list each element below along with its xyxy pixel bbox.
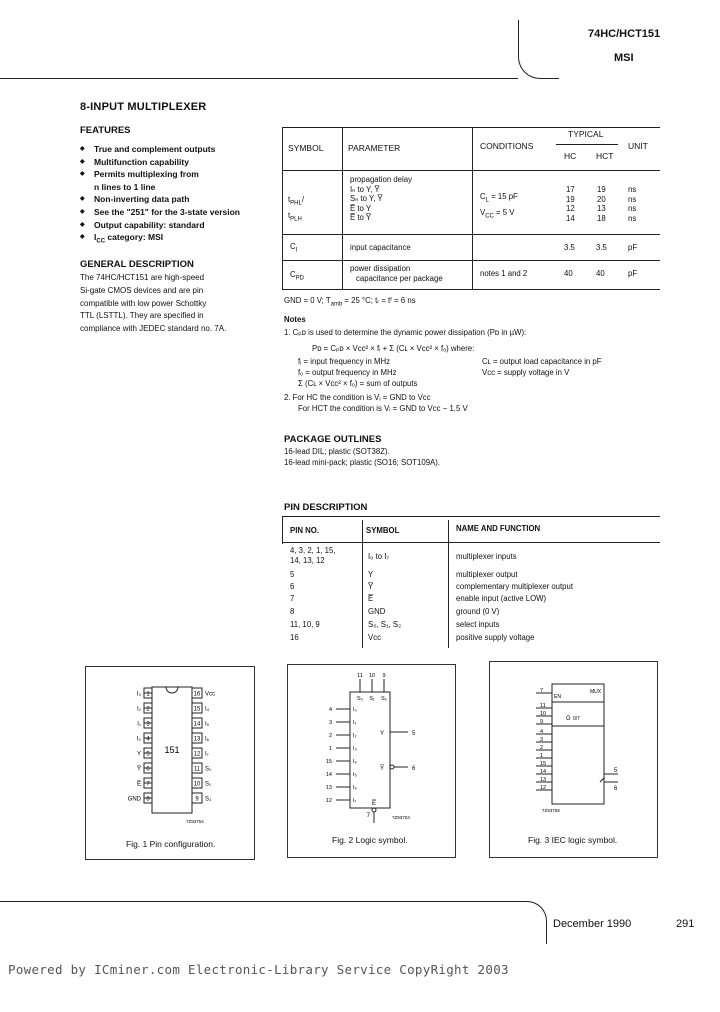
pin-row: 16 bbox=[290, 633, 299, 642]
pin-number: 10 bbox=[193, 781, 201, 788]
fig1-code: 7Z93754 bbox=[186, 819, 204, 824]
output-y-label: Y bbox=[379, 731, 384, 737]
gnd-conditions: GND = 0 V; $T_{amb} = 25$ °C; tᵣ = tᶠ = 6 ns bbox=[284, 296, 416, 308]
general-heading: GENERAL DESCRIPTION bbox=[80, 259, 194, 270]
pin-row: 11, 10, 9 bbox=[290, 620, 320, 629]
header-curve bbox=[518, 20, 559, 79]
family-label: MSI bbox=[614, 52, 634, 64]
fig3-caption: Fig. 3 IEC logic symbol. bbox=[528, 835, 618, 845]
fig3-panel bbox=[489, 661, 658, 858]
row-tp-conditions: $C_L = 15$ pF $V_{CC} = 5$ V bbox=[480, 192, 518, 220]
iec-left-pins bbox=[536, 688, 552, 791]
pin-label: I₃ bbox=[136, 691, 141, 698]
iec-input-pin: 4 bbox=[540, 729, 544, 735]
col-symbol: SYMBOL bbox=[288, 143, 324, 153]
pin-label: I₁ bbox=[137, 721, 141, 728]
col-parameter: PARAMETER bbox=[348, 143, 401, 153]
pin-label: Y̅ bbox=[136, 766, 141, 773]
pin-number: 14 bbox=[193, 721, 201, 728]
general-description: The 74HC/HCT151 are high-speed Si-gate CMOS devices and are pin compatible with low power Schottky TTL (LSTTL). They are specified in compliance with JEDEC standard no. 7A. bbox=[80, 273, 227, 334]
feature-item: ◆ See the "251" for the 3-state version bbox=[80, 206, 240, 219]
features-list bbox=[80, 143, 240, 248]
note-1-formula: Pᴅ = Cₚᴅ × Vᴄᴄ² × fᵢ + Σ (Cʟ × Vᴄᴄ² × fₒ) where: bbox=[312, 344, 475, 353]
header-rule bbox=[0, 78, 518, 79]
input-label: I₀ bbox=[353, 707, 357, 713]
input-pin: 2 bbox=[328, 733, 332, 739]
row-tp-hc: 17 19 12 14 bbox=[566, 185, 575, 223]
row-ci-unit: pF bbox=[628, 243, 638, 252]
package-outlines: 16-lead DIL; plastic (SOT38Z). 16-lead mini-pack; plastic (SO16; SOT109A). bbox=[284, 447, 441, 468]
row-tp-hct: 19 20 13 18 bbox=[597, 185, 606, 223]
col-hc: HC bbox=[564, 151, 577, 161]
logic-symbol-diagram bbox=[288, 665, 455, 857]
powered-by-banner: Powered by ICminer.com Electronic-Library Service CopyRight 2003 bbox=[8, 962, 509, 977]
page-number: 291 bbox=[676, 918, 695, 930]
pin-label: Y bbox=[136, 751, 141, 758]
pin-row: 7 bbox=[290, 594, 295, 603]
pin-number: 9 bbox=[195, 796, 199, 803]
enable-label: E̅ bbox=[371, 801, 377, 807]
fig3-code: 7Z93758 bbox=[542, 808, 560, 813]
row-ci-hc: 3.5 bbox=[564, 243, 575, 252]
g-fraction: 0/7 bbox=[573, 716, 580, 722]
mux-title: MUX bbox=[590, 689, 602, 695]
fig2-caption: Fig. 2 Logic symbol. bbox=[332, 835, 408, 845]
pin-label: I₆ bbox=[205, 736, 210, 743]
col-conditions: CONDITIONS bbox=[480, 141, 534, 151]
input-label: I₅ bbox=[353, 772, 357, 778]
select-label: S₁ bbox=[369, 696, 375, 702]
pin-number: 7 bbox=[146, 781, 150, 788]
pin-label: S₀ bbox=[205, 766, 212, 773]
note-1-terms: fᵢ = input frequency in MHz fₒ = output frequency in MHz Σ (Cʟ × Vᴄᴄ² × fₒ) = sum of outputs bbox=[298, 357, 418, 388]
row-tp-symbol: $t_{PHL}/$ $t_{PLH}$ bbox=[288, 195, 305, 223]
note-2: 2. For HC the condition is Vᵢ = GND to Vᴄᴄ For HCT the condition is Vᵢ = GND to Vᴄᴄ − 1.5 V bbox=[284, 393, 468, 413]
feature-item: ◆ Non-inverting data path bbox=[80, 193, 240, 206]
pin-number: 3 bbox=[146, 721, 150, 728]
input-pin: 15 bbox=[325, 759, 332, 765]
pin-number: 15 bbox=[193, 706, 201, 713]
pin-number: 1 bbox=[146, 691, 150, 698]
notes-heading: Notes bbox=[284, 315, 306, 324]
iec-input-pin: 7 bbox=[540, 688, 544, 694]
select-pin: 11 bbox=[357, 673, 363, 679]
input-label: I₆ bbox=[353, 785, 357, 791]
row-cpd-symbol: $C_{PD}$ bbox=[290, 270, 304, 282]
output-ybar-label: Y̅ bbox=[379, 766, 384, 772]
right-pins bbox=[192, 688, 215, 803]
input-pin: 4 bbox=[328, 707, 332, 713]
part-number: 74HC/HCT151 bbox=[588, 28, 661, 40]
pin-label: I₅ bbox=[205, 721, 210, 728]
input-label: I₁ bbox=[353, 720, 357, 726]
footer-rule bbox=[0, 901, 516, 902]
feature-item: ◆ $I_{CC}$ category: MSI bbox=[80, 231, 240, 248]
input-pin: 3 bbox=[328, 720, 332, 726]
pin-number: 5 bbox=[146, 751, 150, 758]
iec-input-pin: 3 bbox=[540, 737, 544, 743]
note-1: 1. Cₚᴅ is used to determine the dynamic power dissipation (Pᴅ in µW): bbox=[284, 328, 527, 337]
iec-out-pin-6: 6 bbox=[614, 786, 618, 792]
iec-out-pin-5: 5 bbox=[614, 768, 618, 774]
output-y-pin: 5 bbox=[412, 731, 416, 737]
row-ci-hct: 3.5 bbox=[596, 243, 607, 252]
iec-input-pin: 13 bbox=[540, 777, 547, 783]
g-label: G bbox=[566, 716, 571, 722]
pin-label: I₂ bbox=[137, 706, 141, 713]
iec-input-pin: 15 bbox=[540, 761, 547, 767]
pin-label: I₄ bbox=[205, 706, 210, 713]
pin-label: Vᴄᴄ bbox=[205, 691, 216, 698]
select-pin: 10 bbox=[368, 673, 376, 679]
input-label: I₇ bbox=[353, 798, 357, 804]
iec-input-pin: 9 bbox=[540, 719, 544, 725]
row-tp-unit: ns ns ns ns bbox=[628, 185, 637, 223]
pin-number: 11 bbox=[193, 766, 201, 773]
package-heading: PACKAGE OUTLINES bbox=[284, 434, 382, 445]
input-label: I₃ bbox=[353, 746, 357, 752]
input-label: I₄ bbox=[353, 759, 357, 765]
pin-description-heading: PIN DESCRIPTION bbox=[284, 502, 368, 513]
feature-item: ◆ Output capability: standard bbox=[80, 219, 240, 232]
iec-input-pin: 11 bbox=[540, 703, 546, 709]
chip-label: 151 bbox=[164, 745, 180, 755]
pin-number: 4 bbox=[146, 736, 150, 743]
fig2-panel bbox=[287, 664, 456, 858]
row-cpd-unit: pF bbox=[628, 269, 638, 278]
row-cpd-parameter: power dissipation capacitance per package bbox=[350, 264, 443, 283]
feature-item-continued: n lines to 1 line bbox=[94, 181, 156, 192]
pin-number: 2 bbox=[146, 706, 150, 713]
iec-input-pin: 2 bbox=[540, 745, 544, 751]
pin-label: S₁ bbox=[205, 781, 212, 788]
feature-item: ◆ Permits multiplexing from bbox=[80, 168, 240, 181]
pin-label: I₇ bbox=[205, 751, 209, 758]
col-unit: UNIT bbox=[628, 141, 648, 151]
pin-label: I₀ bbox=[136, 736, 141, 743]
enable-pin: 7 bbox=[366, 813, 370, 819]
iec-logic-symbol-diagram bbox=[490, 662, 657, 857]
pin-number: 16 bbox=[193, 691, 201, 698]
pin-label: GND bbox=[127, 796, 141, 803]
features-heading: FEATURES bbox=[80, 125, 131, 136]
input-pin: 14 bbox=[325, 772, 332, 778]
row-cpd-hct: 40 bbox=[596, 269, 605, 278]
input-pin: 13 bbox=[325, 785, 332, 791]
pin-row: 8 bbox=[290, 607, 295, 616]
iec-input-pin: 1 bbox=[540, 753, 544, 759]
pin-number: 12 bbox=[193, 751, 201, 758]
page-title: 8-INPUT MULTIPLEXER bbox=[80, 101, 207, 113]
iec-input-pin: 10 bbox=[540, 711, 547, 717]
row-ci-symbol: $C_I$ bbox=[290, 242, 298, 254]
pin-row: 6 bbox=[290, 582, 295, 591]
row-cpd-hc: 40 bbox=[564, 269, 573, 278]
select-inputs bbox=[357, 673, 387, 702]
input-pin: 1 bbox=[328, 746, 332, 752]
left-pins bbox=[128, 688, 152, 803]
row-cpd-conditions: notes 1 and 2 bbox=[480, 269, 528, 278]
note-1-terms-right: Cʟ = output load capacitance in pF Vᴄᴄ = supply voltage in V bbox=[482, 357, 602, 377]
fig1-panel bbox=[85, 666, 255, 860]
feature-item: ◆ Multifunction capability bbox=[80, 156, 240, 169]
col-hct: HCT bbox=[596, 151, 614, 161]
output-ybar-pin: 6 bbox=[412, 766, 416, 772]
en-label: EN bbox=[554, 694, 561, 700]
pin-number: 6 bbox=[146, 766, 150, 773]
pin-row: 5 bbox=[290, 570, 295, 579]
select-label: S₀ bbox=[357, 696, 363, 702]
fig1-caption: Fig. 1 Pin configuration. bbox=[126, 839, 216, 849]
pin-configuration-diagram bbox=[86, 667, 254, 859]
row-ci-parameter: input capacitance bbox=[350, 243, 411, 252]
pin-row: 4, 3, 2, 1, 15, 14, 13, 12 bbox=[290, 546, 336, 565]
feature-item: ◆ True and complement outputs bbox=[80, 143, 240, 156]
iec-input-pin: 14 bbox=[540, 769, 547, 775]
input-label: I₂ bbox=[353, 733, 357, 739]
iec-input-pin: 12 bbox=[540, 785, 547, 791]
pin-label: S₂ bbox=[205, 796, 212, 803]
pin-label: E̅ bbox=[136, 781, 141, 788]
row-tp-parameter: propagation delay Iₙ to Y, Y̅ Sₙ to Y, Y̅ E̅ to Y E̅ to Y̅ bbox=[350, 175, 412, 222]
select-pin: 9 bbox=[382, 673, 386, 679]
fig2-code: 7Z93753 bbox=[392, 815, 410, 820]
data-inputs bbox=[326, 707, 358, 804]
pin-number: 8 bbox=[146, 796, 150, 803]
footer-curve bbox=[516, 901, 547, 944]
select-label: S₂ bbox=[381, 696, 387, 702]
footer-date: December 1990 bbox=[553, 918, 632, 930]
col-typical: TYPICAL bbox=[568, 129, 604, 139]
pin-number: 13 bbox=[193, 736, 201, 743]
input-pin: 12 bbox=[325, 798, 332, 804]
